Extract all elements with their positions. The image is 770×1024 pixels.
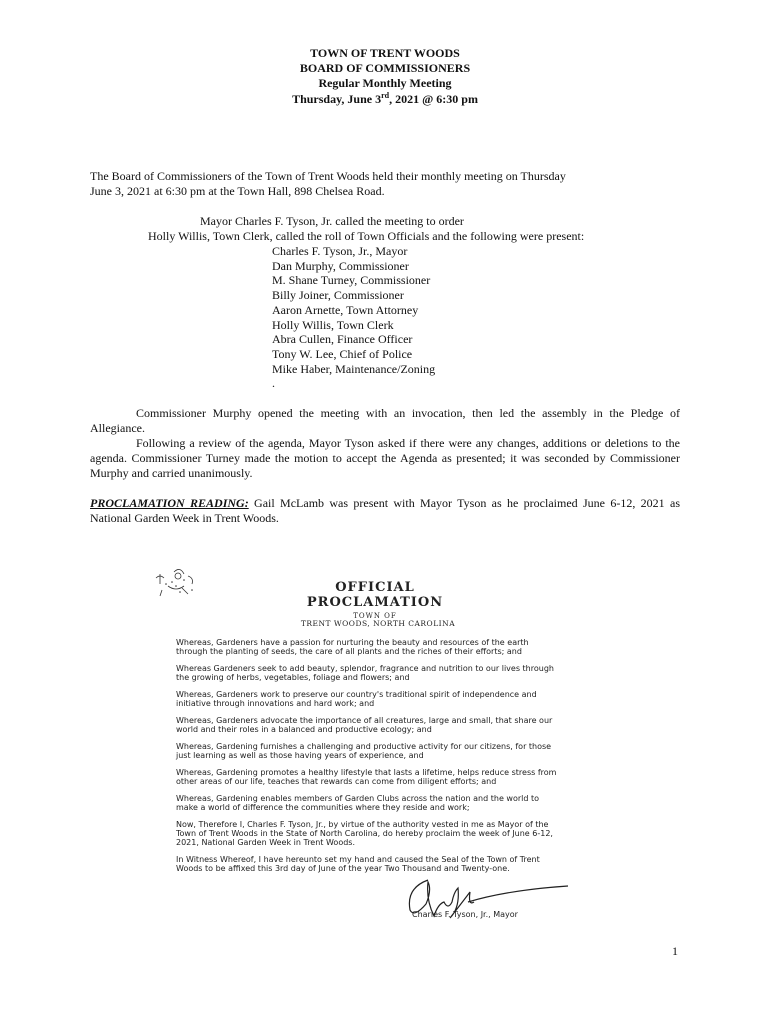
attendee: M. Shane Turney, Commissioner	[272, 273, 431, 288]
header-board: BOARD OF COMMISSIONERS	[299, 61, 471, 75]
header-town: TOWN OF TRENT WOODS	[310, 46, 460, 60]
attendee: Billy Joiner, Commissioner	[272, 288, 404, 303]
attendee: Charles F. Tyson, Jr., Mayor	[272, 244, 408, 258]
proclamation-clause: Whereas, Gardening furnishes a challenging and productive activity for our citizens, for those just learning as well as those having years of experience, and	[176, 742, 552, 760]
header-meeting-type: Regular Monthly Meeting	[318, 76, 452, 90]
attendee-list	[272, 244, 435, 391]
proclamation-title: PROCLAMATION	[306, 595, 444, 610]
proclamation-clause: Whereas, Gardeners have a passion for nurturing the beauty and resources of the earth through the planting of seeds, the care of all plants and the riches of their efforts; and	[176, 638, 529, 656]
proclamation-clause: Whereas, Gardening enables members of Garden Clubs across the nation and the world to make a world of difference the communities where they reside and work;	[176, 794, 540, 812]
proclamation-clause: Now, Therefore I, Charles F. Tyson, Jr., by virtue of the authority vested in me as Mayor of the Town of Trent Woods in the State of North Carolina, do hereby proclaim the week of June 6-12, 2021, National Garden Week in Trent Woods.	[176, 820, 553, 847]
attendee: Aaron Arnette, Town Attorney	[272, 302, 419, 317]
proclamation-clause: Whereas, Gardeners advocate the importance of all creatures, large and small, that share our world and their roles in a balanced and productive ecology; and	[176, 716, 553, 734]
call-to-order: Mayor Charles F. Tyson, Jr. called the meeting to order	[200, 214, 464, 228]
proclamation-clause: Whereas, Gardening promotes a healthy lifestyle that lasts a lifetime, helps reduce stress from other areas of our life, teaches that rewards can come from diligent efforts; and	[176, 768, 557, 786]
proclamation-clause: In Witness Whereof, I have hereunto set my hand and caused the Seal of the Town of Trent Woods to be affixed this 3rd day of June of the year Two Thousand and Twenty-one.	[176, 855, 540, 873]
roll-call: Holly Willis, Town Clerk, called the roll of Town Officials and the following were present:	[148, 229, 585, 243]
proclamation-clause: Whereas, Gardeners work to preserve our country's traditional spirit of independence and initiative through innovations and hard work; and	[176, 690, 537, 708]
proclamation-town-of: TOWN OF	[353, 612, 397, 620]
intro-line-1: The Board of Commissioners of the Town of Trent Woods held their monthly meeting on Thursday	[90, 169, 566, 183]
attendee: .	[272, 376, 275, 391]
proclamation-body	[176, 638, 562, 881]
intro-line-2: June 3, 2021 at 6:30 pm at the Town Hall, 898 Chelsea Road.	[90, 184, 385, 198]
signature-line: Charles F. Tyson, Jr., Mayor	[412, 910, 518, 919]
town-seal-icon	[148, 564, 208, 604]
attendee: Dan Murphy, Commissioner	[272, 258, 409, 273]
page-number: 1	[672, 944, 678, 958]
proclamation-paragraph: PROCLAMATION READING: Gail McLamb was present with Mayor Tyson as he proclaimed June 6-12, 2021 as National Garden Week in Trent Woods.	[90, 496, 680, 525]
header-date: Thursday, June 3rd, 2021 @ 6:30 pm	[292, 91, 478, 106]
agenda-paragraph: Following a review of the agenda, Mayor Tyson asked if there were any changes, additions or deletions to the agenda. Commissioner Turney made the motion to accept the Agenda as presented; it was seconded by Commissioner Murphy and carried unanimously.	[90, 436, 680, 480]
attendee: Abra Cullen, Finance Officer	[272, 332, 413, 347]
attendee: Holly Willis, Town Clerk	[272, 317, 394, 332]
attendee: Tony W. Lee, Chief of Police	[272, 346, 413, 361]
proclamation-image	[140, 560, 580, 930]
proclamation-clause: Whereas Gardeners seek to add beauty, splendor, fragrance and nutrition to our lives through the growing of herbs, vegetables, foliage and flowers; and	[176, 664, 554, 682]
attendee: Mike Haber, Maintenance/Zoning	[272, 361, 436, 376]
proclamation-title-official: OFFICIAL	[335, 580, 415, 595]
proclamation-town-name: TRENT WOODS, NORTH CAROLINA	[300, 619, 456, 628]
invocation-paragraph: Commissioner Murphy opened the meeting with an invocation, then led the assembly in the Pledge of Allegiance.	[90, 406, 680, 435]
